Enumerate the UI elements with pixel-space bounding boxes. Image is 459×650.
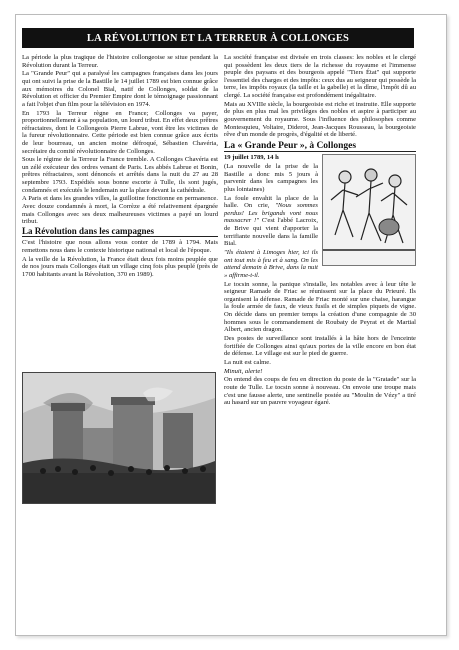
paragraph: Sous le régime de la Terreur la France tremble. A Collonges Chavéria est un zélé exécuteur des ordres venant de Paris. Les abbés Labrue et Bonin, prêtres réfractaires, sont dénoncés et arrêtés dans la nuit du 27 au 28 septembre 1793. Expédiés sous bonne escorte à Tulle, ils sont jugés, condamnés et exécutés le lendemain sur la place devant la cathédrale. (22, 156, 218, 194)
paragraph: A la veille de la Révolution, la France était deux fois moins peuplée que de nos jours mais Collonges était un village cinq fois plus peuplé (près de 1700 habitants avant la Révolution, 370 en 1989). (22, 255, 218, 278)
paragraph: La nuit est calme. (224, 358, 271, 366)
alert-line: Minuit, alerte! (224, 367, 263, 375)
inset-text: La foule envahit la place de la halle. On crie, (224, 194, 318, 210)
paragraph: En 1793 la Terreur règne en France; Collonges va payer, proportionnellement à sa population, un lourd tribut. En effet deux prêtres réfractaires, dont le Collongeois Pierre Labrue, vont être les victimes de la fureur révolutionnaire. Cette période est bien connue grâce aux écrits de leur bourreau, un ancien moine défroqué, Sébastien Chavéria, secrétaire du comité révolutionnaire de Collonges. (22, 109, 218, 155)
paragraph: Des postes de surveillance sont installés à la hâte hors de l'enceinte fortifiée de Collonges ainsi qu'aux portes de la ville encore en bon état de défense. Le village est sur le pied de guerre. (224, 334, 416, 358)
inset-note: (La nouvelle de la prise de la Bastille a donc mis 5 jours à parvenir dans les campagnes les plus lointaines) (224, 163, 318, 193)
right-column (224, 54, 416, 408)
left-column (22, 54, 218, 280)
section-heading-grande-peur: La « Grande Peur », à Collonges (224, 143, 416, 153)
section-heading-campagnes: La Révolution dans les campagnes (22, 228, 218, 238)
paragraph: On entend des coups de feu en direction du poste de la "Gratade" sur la route de Tulle. Le tocsin sonne à nouveau. On envoie une troupe mais c'est une fausse alerte, une sentinelle postée au "Moulin de Vézy" a tiré au hasard sur un pauvre voyageur égaré. (224, 376, 416, 407)
paragraph: La société française est divisée en trois classes: les nobles et le clergé qui possèdent les deux tiers de la richesse du royaume et l'immense peuple des paysans et des bourgeois appelé "Tiers État" qui supporte l'essentiel des charges et des impôts: ceux dus au seigneur qui possède la terre, les impôts royaux (la taille et la gabelle) et la dîme, l'impôt dû au clergé. La société française est profondément inégalitaire. (224, 54, 416, 99)
paragraph: La période la plus tragique de l'histoire collongeoise se situe pendant la Révolution durant la Terreur. (22, 54, 218, 69)
paragraph: A Paris et dans les grandes villes, la guillotine fonctionne en permanence. Avec douze condamnés à mort, la Corrèze a été relativement épargnée mais Collonges avec ses deux malheureuses victimes a payé un lourd tribut. (22, 195, 218, 226)
paragraph: C'est l'histoire que nous allons vous conter de 1789 à 1794. Mais remettons nous dans le contexte historique national et local de l'époque. (22, 239, 218, 254)
paragraph: Mais au XVIIIe siècle, la bourgeoisie est riche et instruite. Elle supporte de plus en plus mal les privilèges des nobles et aspire à participer au gouvernement du royaume. Sous l'influence des philosophes comme Montesquieu, Voltaire, Diderot, Jean-Jacques Rousseau, la bourgeoisie rêve d'un monde de progrès, d'égalité et de liberté. (224, 100, 416, 139)
revolutionary-dancers-image (322, 154, 416, 266)
paragraph: Le tocsin sonne, la panique s'installe, les notables avec à leur tête le seigneur Ramade de Friac se réunissent sur la place du Prieuré. Ils organisent la défense. Ramade de Friac monté sur une chaise, harangue la foule armée de faux, de vieux fusils et de simples piquets de vigne. On décide dans un premier temps la création d'une compagnie de 30 hommes sous le commandement de Roubaty de Peyrat et de Martial Albert, ancien dragon. (224, 280, 416, 334)
inset-quote: "Nous sommes perdus! Les brigands vont nous massacrer !" (224, 202, 318, 225)
inset-text: C'est l'abbé Lacroix, de Brive qui vient d'apporter la terrifiante nouvelle dans la famille Bial. (224, 217, 318, 248)
paragraph: La "Grande Peur" qui a paralysé les campagnes françaises dans les jours qui ont suivi la prise de la Bastille le 14 juillet 1789 est bien connue grâce aux mémoires du Colonel Bial, natif de Collonges, soldat de la Révolution et officier du Premier Empire dont le témoignage passionnant a fait l'objet d'un film pour la télévision en 1974. (22, 70, 218, 108)
page-title: LA RÉVOLUTION ET LA TERREUR À COLLONGES (22, 28, 414, 48)
date-heading: 19 juillet 1789, 14 h (224, 154, 279, 162)
bastille-engraving-image (22, 372, 216, 504)
quote: "Ils étaient à Limoges hier, ici ils ont tout mis à feu et à sang. On les attend demain à Brive, dans la nuit » affirme-t-il. (224, 249, 318, 279)
